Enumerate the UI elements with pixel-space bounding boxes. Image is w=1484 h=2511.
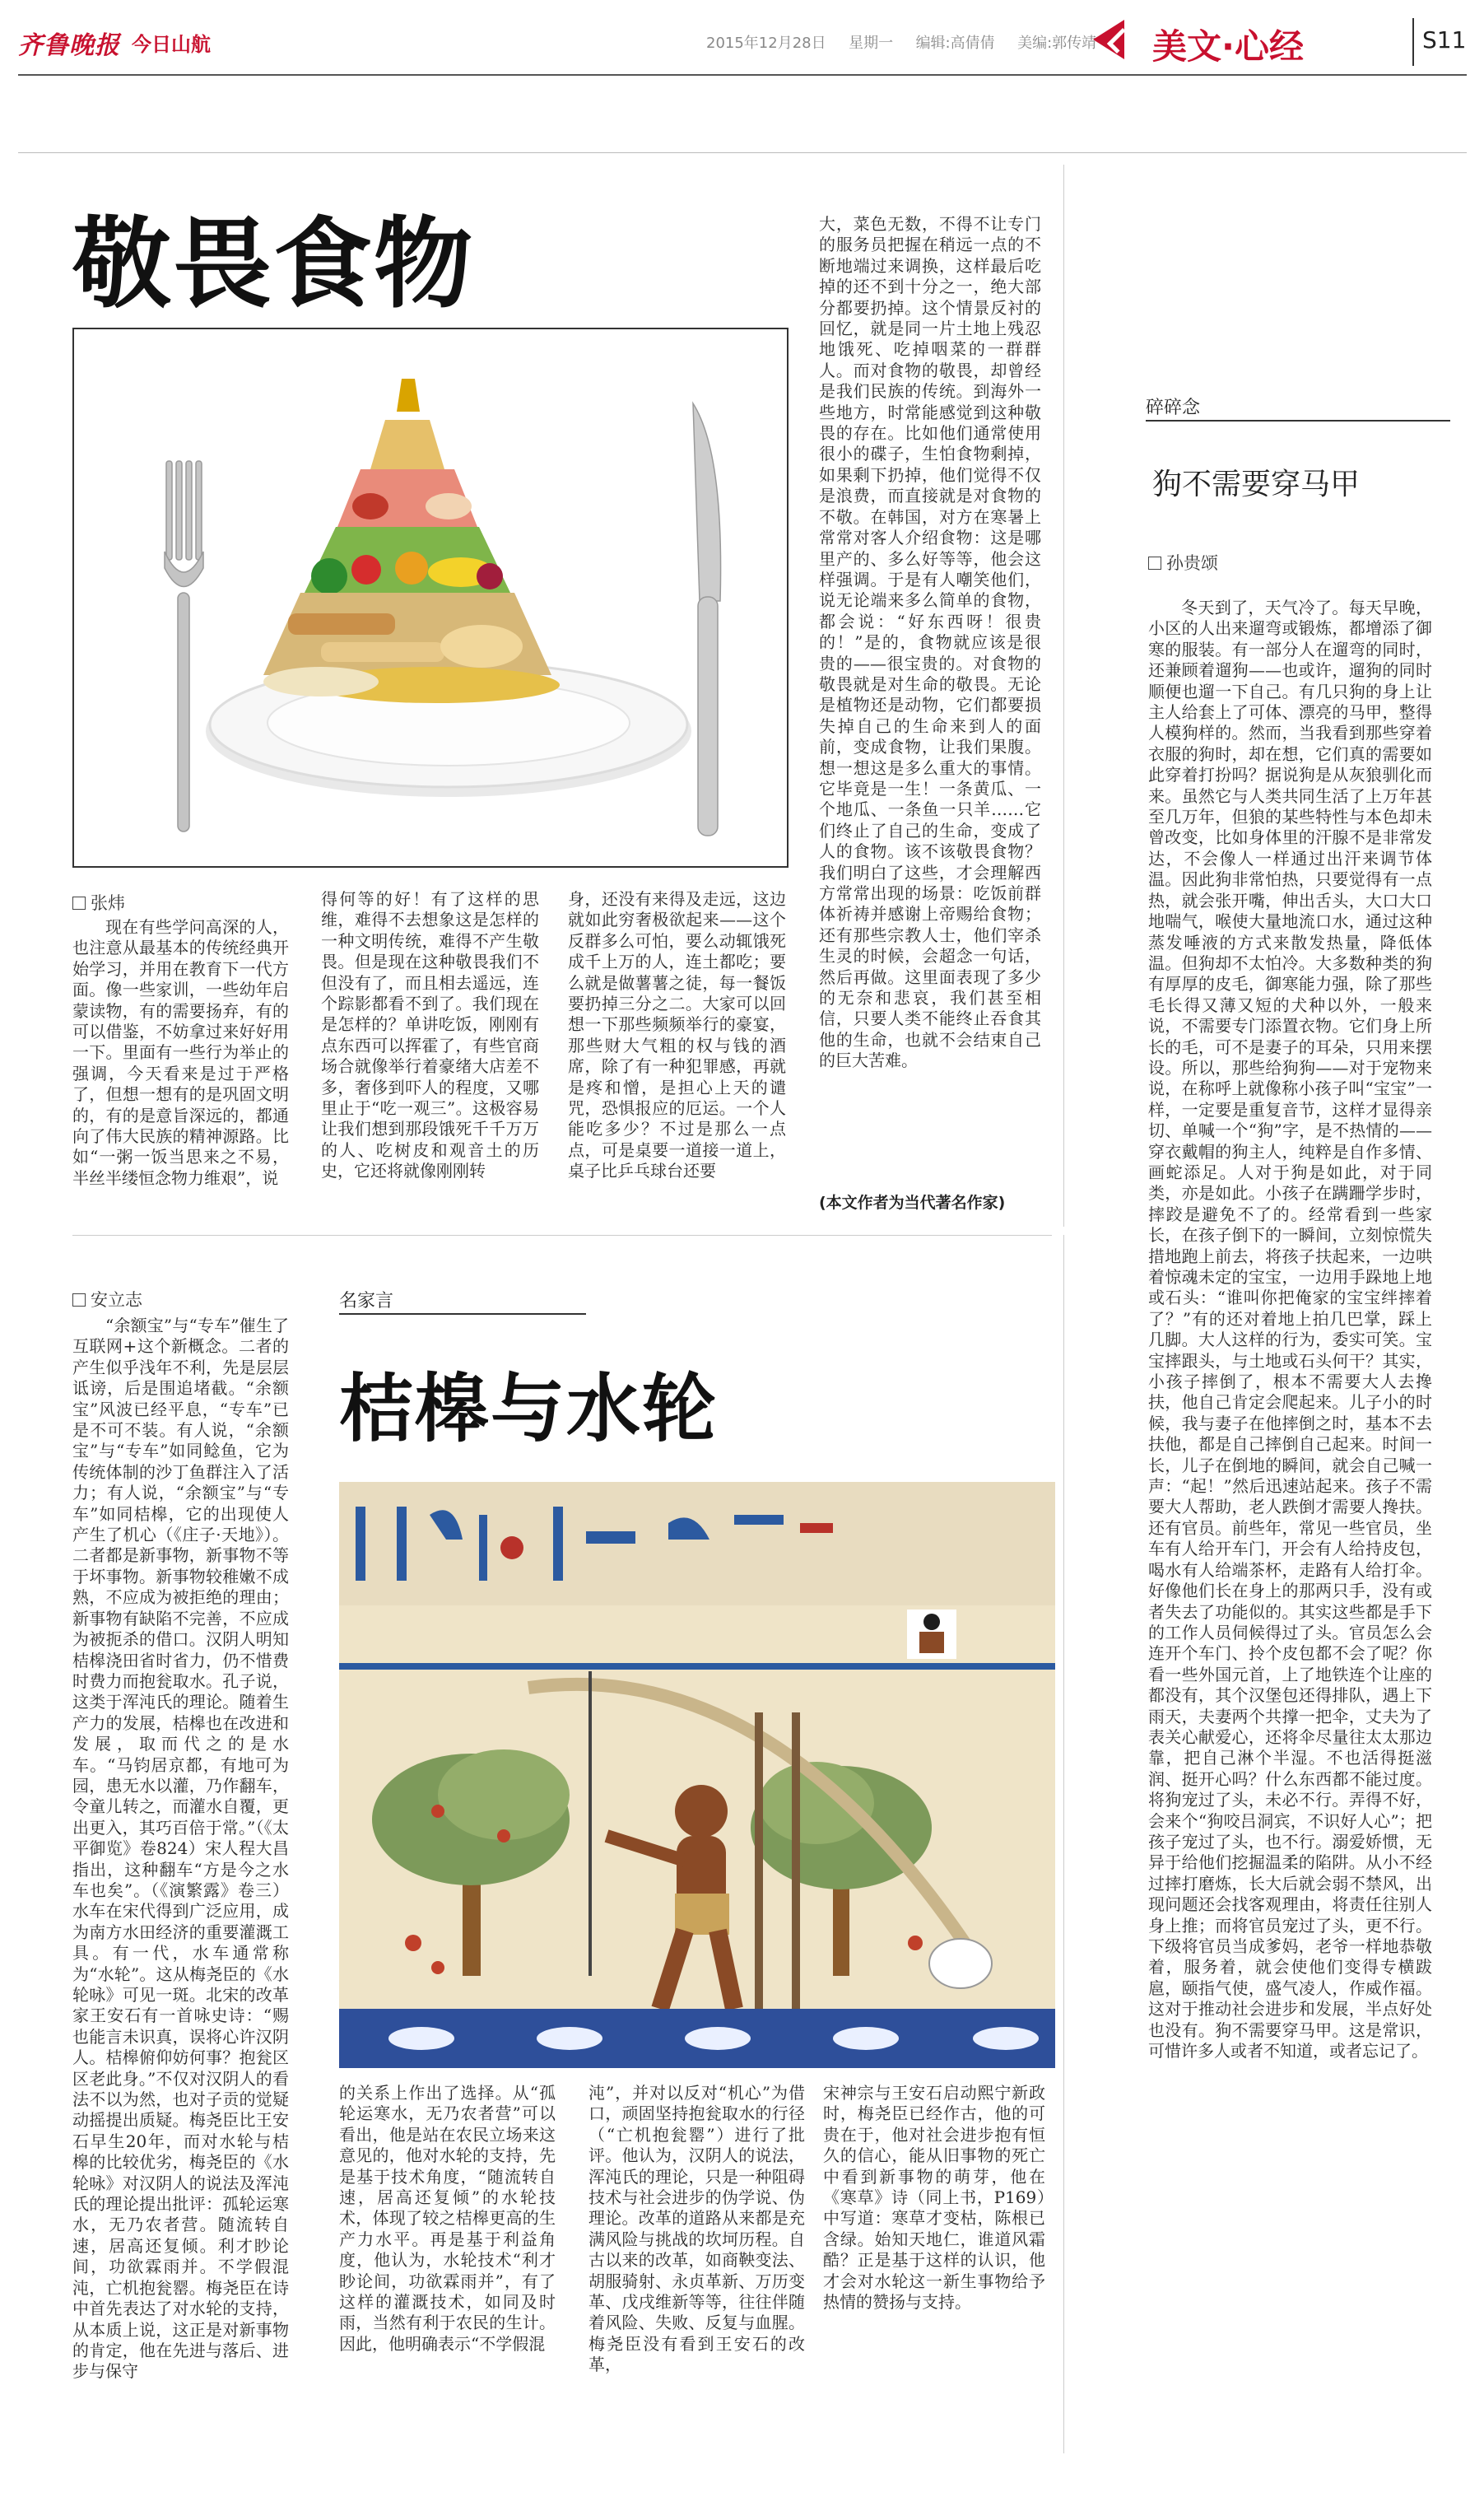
- article3-column-2: [339, 2083, 556, 2449]
- column-divider-lower: [1063, 1235, 1064, 2453]
- issue-info: [706, 31, 1096, 53]
- newspaper-logo: 齐鲁晚报: [18, 31, 120, 60]
- article3-column-4: [823, 2083, 1045, 2449]
- shaduf-painting-image: [339, 1482, 1055, 2068]
- section-title: 美文·心经: [1152, 26, 1304, 67]
- masthead-rule-thin: [18, 152, 1467, 153]
- food-pyramid-image: [72, 328, 789, 868]
- article1-text-4: 大，菜色无数，不得不让专门的服务员把握在稍远一点的不断地端过来调换，这样最后吃掉的还不到十分之一，绝大部分都要扔掉。这个情景反衬的回忆，就是同一片土地上残忍地饿死、吃掉咽菜的一群群人。而对食物的敬畏，却曾经是我们民族的传统。到海外一些地方，时常能感觉到这种敬畏的存在。比如他们通常使用很小的碟子，生怕食物剩掉，如果剩下扔掉，他们觉得不仅是浪费，而直接就是对食物的不敬。在韩国，对方在寒暑上常常对客人介绍食物：这是哪里产的、多么好等等，他会这样强调。于是有人嘲笑他们，说无论端来多么简单的食物，都会说：“好东西呀！很贵的！”是的，食物就应该是很贵的——很宝贵的。对食物的敬畏就是对生命的敬畏。无论是植物还是动物，它们都要损失掉自己的生命来到人的面前，变成食物，让我们果腹。想一想这是多么重大的事情。它毕竟是一生！一条黄瓜、一个地瓜、一条鱼一只羊……它们终止了自己的生命，变成了人的食物。该不该敬畏食物？我们明白了这些，才会理解西方常常出现的场景：吃饭前群体祈祷并感谢上帝赐给食物；还有那些宗教人士，他们宰杀生灵的时候，会超念一句话，然后再做。这里面表现了多少的无奈和悲哀，我们甚至相信，只要人类不能终止吞食其他的生命，也就不会结束自己的巨大苦难。: [819, 214, 1041, 1071]
- article1-text-3: 身，还没有来得及走远，这边就如此穷奢极欲起来——这个反群多么可怕，要么动辄饿死成千上万的人，连土都吃；要么就是做薯薯之徒，每一餐饭要扔掉三分之二。大家可以回想一下那些频频举行的豪宴，那些财大气粗的权与钱的酒席，除了有一种犯罪感，再就是疼和憎，是担心上天的谴咒，恐惧报应的厄运。一个人能吃多少？不过是那么一点点，可是桌要一道接一道上，桌子比乒乓球台还要: [568, 889, 786, 1181]
- article2-byline: [1148, 550, 1218, 575]
- article3-title: 桔槔与水轮: [339, 1366, 718, 1452]
- section-divider: [72, 1235, 1052, 1236]
- masthead-rule: [18, 74, 1467, 76]
- article1-column-4: [819, 214, 1041, 1189]
- column-tag: [1146, 394, 1450, 422]
- column-divider: [1063, 165, 1064, 1227]
- article3-tag-label: 名家言: [339, 1291, 394, 1311]
- fork-icon: [165, 461, 203, 832]
- article3-tag: [339, 1287, 586, 1315]
- byline-box-icon: [72, 897, 86, 910]
- article1-text-2: 得何等的好！有了这样的思维，难得不去想象这是怎样的一种文明传统，难得不产生敬畏。但是现在这种敬畏我们不但没有了，而且相去遥远，连个踪影都看不到了。我们现在是怎样的？单讲吃饭，刚刚有点东西可以挥霍了，有些官商场合就像举行着豪绪大店差不多，奢侈到吓人的程度，又哪里止于“吃一观三”。这极容易让我们想到那段饿死千千万万的人、吃树皮和观音土的历史，它还将就像刚刚转: [321, 889, 539, 1181]
- article1-column-1: [72, 917, 289, 1205]
- article3-text-2: 的关系上作出了选择。从“孤轮运寒水，无乃农者营”可以看出，他是站在农民立场来这意见的，他对水轮的支持，先是基于技术角度，“随流转自速，居高还复倾”的水轮技术，体现了较之桔槔更高的生产力水平。再是基于利益角度，他认为，水轮技术“利才眇论间，功欲霖雨并”，有了这样的灌溉技术，如同及时雨，当然有利于农民的生计。因此，他明确表示“不学假混: [339, 2083, 556, 2354]
- article3-text-3: 沌”，并对以反对“机心”为借口，顽固坚持抱瓮取水的行径（“亡机抱瓮罂”）进行了批评。他认为，汉阴人的说法，浑沌氏的理论，只是一种阻碍技术与社会进步的伪学说、伪理论。改革的道路从来都是充满风险与挑战的坎坷历程。自古以来的改革，如商鞅变法、胡服骑射、永贞革新、万历变革、戊戌维新等等，往往伴随着风险、失败、反复与血腥。梅尧臣没有看到王安石的改革，: [588, 2083, 805, 2375]
- article2-column: [1148, 598, 1432, 2450]
- editor-credit: 编辑:高倩倩: [915, 35, 995, 52]
- byline-box-icon: [1148, 557, 1161, 570]
- edition-label: 今日山航: [132, 33, 211, 56]
- article1-title: 敬畏食物: [72, 207, 474, 322]
- food-pyramid-icon: [263, 379, 560, 703]
- article3-text-4: 宋神宗与王安石启动熙宁新政时，梅尧臣已经作古，他的可贵在于，他对社会进步抱有恒久的信心，能从旧事物的死亡中看到新事物的萌芽，他在《寒草》诗（同上书，P169）中写道：寒草才变枯，陈根已含绿。始知天地仁，谁道风霜酷？正是基于这样的认识，他才会对水轮这一新生事物给予热情的赞扬与支持。: [823, 2083, 1045, 2313]
- article1-column-2: [321, 889, 539, 1205]
- article1-author-note: (本文作者为当代著名作家): [819, 1194, 1006, 1212]
- article1-byline: [72, 890, 125, 915]
- article2-text: 冬天到了，天气冷了。每天早晚，小区的人出来遛弯或锻炼，都增添了御寒的服装。有一部分人在遛弯的同时，还兼顾着遛狗——也或许，遛狗的同时顺便也遛一下自己。有几只狗的身上让主人给套上了可体、漂亮的马甲，整得人模狗样的。然而，当我看到那些穿着衣服的狗时，却在想，它们真的需要如此穿着打扮吗？据说狗是从灰狼驯化而来。虽然它与人类共同生活了上万年甚至几万年，但狼的某些特性与本色却未曾改变，比如身体里的汗腺不是非常发达，不会像人一样通过出汗来调节体温。因此狗非常怕热，只要觉得有一点热，就会张开嘴，伸出舌头，大口大口地喘气，喉使大量地流口水，通过这种蒸发唾液的方式来散发热量，降低体温。但狗却不太怕冷。大多数种类的狗有厚厚的皮毛，御寒能力强，除了那些毛长得又薄又短的犬种以外，一般来说，不需要专门添置衣物。它们身上所长的毛，可不是妻子的耳朵，只用来摆设。所以，那些给狗狗——对于宠物来说，在称呼上就像称小孩子叫“宝宝”一样，一定要是重复音节，这样才显得亲切、单喊一个“狗”字，是不热情的——穿衣戴帽的狗主人，纯粹是自作多情、画蛇添足。人对于狗是如此，对于同类，亦是如此。小孩子在蹒跚学步时，摔跤是避免不了的。经常看到一些家长，在孩子倒下的一瞬间，立刻惊慌失措地跑上前去，将孩子扶起来，一边哄着惊魂未定的宝宝，一边用手跺地上地或石头：“谁叫你把俺家的宝宝绊摔着了？”有的还对着地上拍几巴掌，踩上几脚。大人这样的行为，委实可笑。宝宝摔跟头，与土地或石头何干？其实，小孩子摔倒了，根本不需要大人去搀扶，他自己肯定会爬起来。儿子小的时候，我与妻子在他摔倒之时，基本不去扶他，都是自己摔倒自己起来。时间一长，儿子在倒地的瞬间，就会自己喊一声：“起！”然后迅速站起来。孩子不需要大人帮助，老人跌倒才需要人搀扶。还有官员。前些年，常见一些官员，坐车有人给开车门，开会有人给持皮包，喝水有人给端茶杯，走路有人给打伞。好像他们长在身上的那两只手，没有或者失去了功能似的。其实这些都是手下的工作人员伺候得过了头。官员怎么会连开个车门、拎个皮包都不会了呢？你看一些外国元首，上了地铁连个让座的都没有，其个汉堡包还得排队，遇上下雨天，夫妻两个共撑一把伞，丈夫为了表关心献爱心，还将伞尽量往太太那边靠，把自己淋个半湿。不也活得挺滋润、挺开心吗？什么东西都不能过度。将狗宠过了头，未必不行。弄得不好，会来个“狗咬吕洞宾，不识好人心”；把孩子宠过了头，也不行。溺爱娇惯，无异于给他们挖掘温柔的陷阱。从小不经过摔打磨炼，长大后就会弱不禁风，出现问题还会找客观理由，将责任往别人身上推；而将官员宠过了头，更不行。下级将官员当成爹妈，老爷一样地恭敬着，服务着，就会使他们变得专横跋扈，颐指气使，盛气凌人，作威作福。这对于推动社会进步和发展，半点好处也没有。狗不需要穿马甲。这是常识，可惜许多人或者不知道，或者忘记了。: [1148, 598, 1432, 2061]
- article1-author: 张炜: [91, 893, 125, 913]
- seated-figure-icon: [907, 1610, 956, 1659]
- issue-weekday: 星期一: [849, 35, 894, 52]
- article2-author: 孙贵颂: [1166, 553, 1218, 573]
- byline-box-icon: [72, 1293, 86, 1307]
- article3-author: 安立志: [91, 1290, 142, 1310]
- article1-column-3: [568, 889, 786, 1205]
- article3-column-3: [588, 2083, 805, 2449]
- shaduf-illustration: [339, 1482, 1055, 2068]
- knife-icon: [693, 403, 721, 836]
- masthead: [0, 0, 1484, 78]
- column-tag-label: 碎碎念: [1146, 398, 1201, 418]
- page-number: S11: [1422, 26, 1467, 54]
- article1-text-1: 现在有些学问高深的人，也注意从最基本的传统经典开始学习，并用在教育下一代方面。像一些家训，一些幼年启蒙读物，有的需要扬弃，有的可以借鉴，不妨拿过来好好用一下。里面有一些行为举止的强调，今天看来是过于严格了，但想一想有的是巩固文明的，有的是意旨深远的，都通向了伟大民族的精神源路。比如“一粥一饭当思来之不易，半丝半缕恒念物力维艰”，说: [72, 917, 289, 1188]
- article3-column-1: [72, 1316, 289, 2452]
- issue-date: 2015年12月28日: [706, 35, 826, 52]
- designer-credit: 美编:郭传靖: [1017, 35, 1097, 52]
- article3-text-1: “余额宝”与“专车”催生了互联网+这个新概念。二者的产生似乎浅年不利，先是层层诋谤，后是围追堵截。“余额宝”风波已经平息，“专车”已是不可不装。有人说，“余额宝”与“专车”如同鲶鱼，它为传统体制的沙丁鱼群注入了活力；有人说，“余额宝”与“专车”如同桔槔，它的出现使人产生了机心（《庄子·天地》）。二者都是新事物，新事物不等于坏事物。新事物较稚嫩不成熟，不应成为被拒绝的理由；新事物有缺陷不完善，不应成为被扼杀的借口。汉阴人明知桔槔浇田省时省力，仍不惜费时费力而抱瓮取水。孔子说，这类于浑沌氏的理论。随着生产力的发展，桔槔也在改进和发展，取而代之的是水车。“马钧居京都，有地可为园，患无水以灌，乃作翻车，令童儿转之，而灌水自覆，更出更入，其巧百倍于常。”（《太平御览》卷824）宋人程大昌指出，这种翻车“方是今之水车也矣”。（《演繁露》卷三）水车在宋代得到广泛应用，成为南方水田经济的重要灌溉工具。有一代，水车通常称为“水轮”。这从梅尧臣的《水轮咏》可见一斑。北宋的改革家王安石有一首咏史诗：“赐也能言未识真，误将心许汉阴人。桔槔俯仰妨何事？抱瓮区区老此身。”不仅对汉阴人的看法不以为然，也对子贡的觉疑动摇提出质疑。梅尧臣比王安石早生20年，而对水轮与桔槔的比较优劣，梅尧臣的《水轮咏》对汉阴人的说法及浑沌氏的理论提出批评：孤轮运寒水，无乃农者营。随流转自速，居高还复倾。利才眇论间，功欲霖雨并。不学假混沌，亡机抱瓮罂。梅尧臣在诗中首先表达了对水轮的支持，从本质上说，这正是对新事物的肯定，他在先进与落后、进步与保守: [72, 1316, 289, 2382]
- article2-title: 狗不需要穿马甲: [1152, 468, 1361, 501]
- article3-byline: [72, 1287, 142, 1311]
- plate-illustration: [74, 329, 787, 866]
